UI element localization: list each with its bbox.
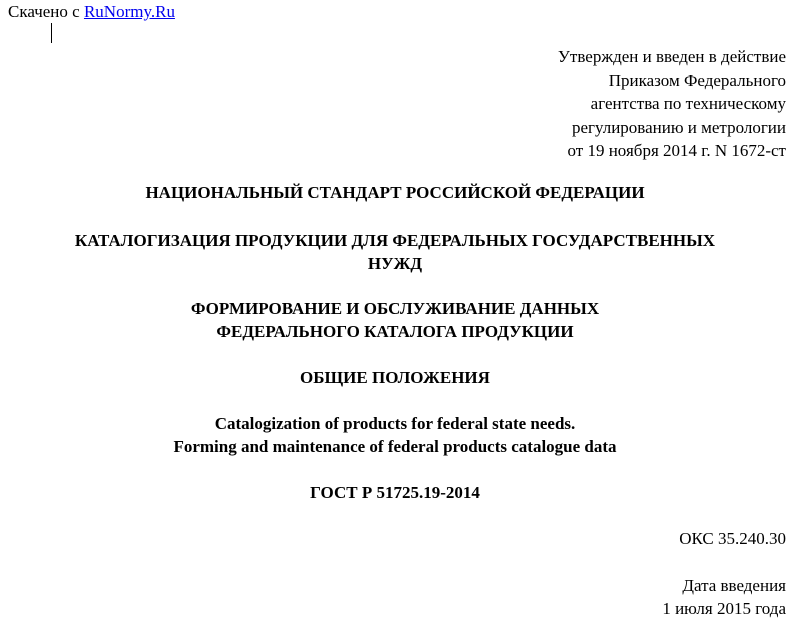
designation-heading bbox=[0, 481, 790, 504]
title-ru-line: КАТАЛОГИЗАЦИЯ ПРОДУКЦИИ ДЛЯ ФЕДЕРАЛЬНЫХ ГОСУДАРСТВЕННЫХ bbox=[74, 231, 716, 250]
title-ru-heading bbox=[0, 229, 790, 275]
subtitle-ru-line: ФЕДЕРАЛЬНОГО КАТАЛОГА ПРОДУКЦИИ bbox=[216, 322, 574, 341]
text-cursor bbox=[51, 23, 52, 43]
approval-line: регулированию и метрологии bbox=[571, 117, 786, 137]
subtitle-ru-line: ФОРМИРОВАНИЕ И ОБСЛУЖИВАНИЕ ДАННЫХ bbox=[190, 299, 600, 318]
title-en-line: Catalogization of products for federal state needs. bbox=[214, 414, 576, 433]
designation-text: ГОСТ Р 51725.19-2014 bbox=[310, 483, 480, 502]
runormy-link[interactable]: RuNormy.Ru bbox=[83, 2, 175, 21]
okc-code: ОКС 35.240.30 bbox=[679, 529, 786, 548]
title-ru-line: НУЖД bbox=[367, 254, 423, 273]
source-prefix: Скачено с bbox=[8, 2, 84, 21]
standard-type-text: НАЦИОНАЛЬНЫЙ СТАНДАРТ РОССИЙСКОЙ ФЕДЕРАЦИИ bbox=[145, 183, 645, 202]
part-ru-heading bbox=[0, 366, 790, 389]
part-ru-text: ОБЩИЕ ПОЛОЖЕНИЯ bbox=[300, 368, 490, 387]
title-en-heading bbox=[0, 412, 790, 458]
approval-line: Приказом Федерального bbox=[608, 70, 786, 90]
approval-line: Утвержден и введен в действие bbox=[557, 47, 786, 66]
introduction-date: 1 июля 2015 года bbox=[662, 599, 786, 618]
approval-block bbox=[558, 45, 786, 163]
title-en-line: Forming and maintenance of federal products catalogue data bbox=[173, 437, 617, 456]
subtitle-ru-heading bbox=[0, 297, 790, 343]
approval-line: агентства по техническому bbox=[590, 94, 786, 113]
approval-line: от 19 ноября 2014 г. N 1672-ст bbox=[567, 141, 786, 160]
introduction-label: Дата введения bbox=[682, 576, 786, 595]
introduction-date-block bbox=[662, 574, 786, 620]
source-line bbox=[8, 0, 175, 23]
standard-type-heading bbox=[0, 181, 790, 204]
